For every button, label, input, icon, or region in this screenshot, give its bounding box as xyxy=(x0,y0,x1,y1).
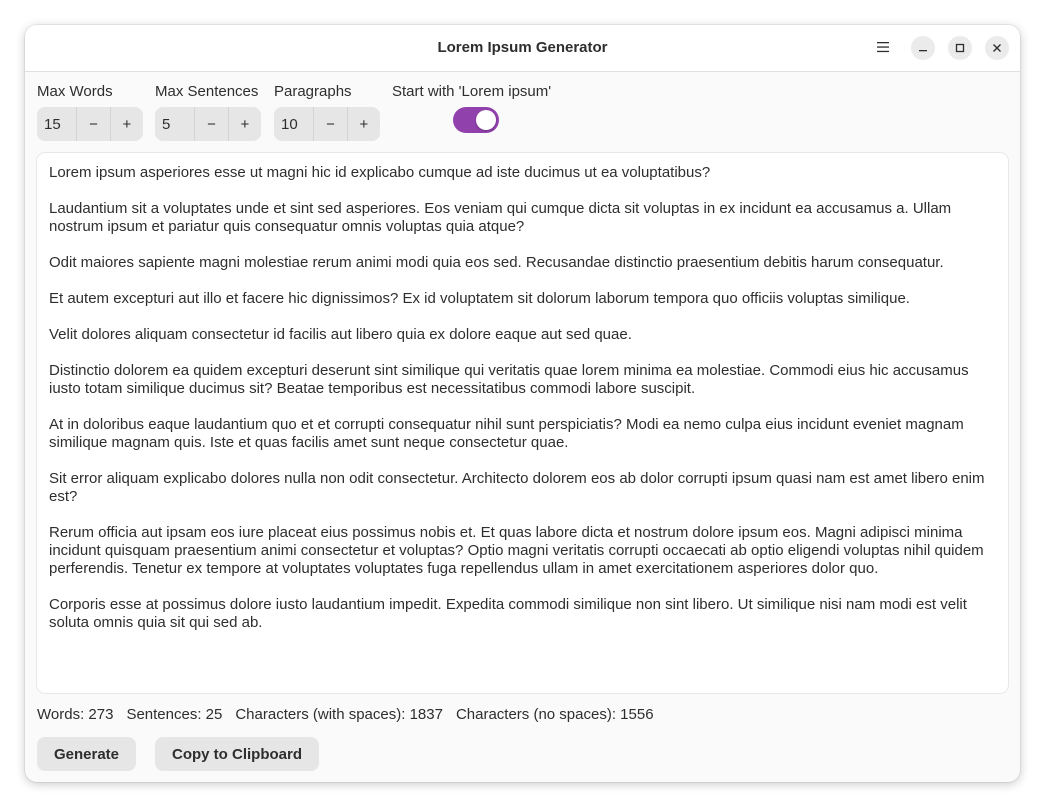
stats-bar xyxy=(37,706,667,723)
maximize-icon xyxy=(955,43,965,53)
text-paragraph: Corporis esse at possimus dolore iusto laudantium impedit. Expedita commodi similique non sint libero. Ut similique nisi nam modi est velit soluta omnis quia sit qui sed ab. xyxy=(49,596,967,631)
max-words-spinbutton xyxy=(37,107,143,141)
paragraphs-decrement-button[interactable] xyxy=(313,107,346,141)
plus-icon: + xyxy=(122,115,132,133)
minimize-button[interactable] xyxy=(911,36,935,60)
max-words-decrement-button[interactable] xyxy=(76,107,109,141)
minimize-icon xyxy=(918,43,928,53)
paragraphs-increment-button[interactable] xyxy=(347,107,380,141)
text-paragraph: Rerum officia aut ipsam eos iure placeat eius possimus nobis et. Et quas labore dicta et nostrum dolore ipsum eos. Magni adipisci minima incidunt quisquam praesentium animi consectetur et voluptas? Optio magni veritatis corrupti occaecati ab optio eligendi voluptas nihil quidem perferendis. Tenetur ex tempore at voluptates voluptates fuga repellendus ullam in amet exercitationem asperiores dolor quo. xyxy=(49,524,984,577)
max-words-increment-button[interactable] xyxy=(110,107,143,141)
plus-icon: + xyxy=(359,115,369,133)
minus-icon: − xyxy=(207,115,216,133)
plus-icon: + xyxy=(240,115,250,133)
copy-to-clipboard-button[interactable]: Copy to Clipboard xyxy=(155,737,319,771)
max-sentences-increment-button[interactable] xyxy=(228,107,261,141)
text-paragraph: Distinctio dolorem ea quidem excepturi deserunt sint similique qui veritatis quae lorem minima ea molestiae. Commodi eius hic accusamus iusto totam similique ducimus sit? Beatae temporibus est necessitatibus commodi labore suscipit. xyxy=(49,362,969,397)
close-button[interactable] xyxy=(985,36,1009,60)
generated-text-view[interactable] xyxy=(37,153,1008,693)
minus-icon: − xyxy=(89,115,98,133)
text-paragraph: Et autem excepturi aut illo et facere hic dignissimos? Ex id voluptatem sit dolorum laborum tempora quo officiis voluptas similique. xyxy=(49,290,910,307)
max-sentences-value[interactable]: 5 xyxy=(162,115,171,133)
generate-button[interactable]: Generate xyxy=(37,737,136,771)
window-title: Lorem Ipsum Generator xyxy=(437,39,608,56)
switch-knob xyxy=(476,110,496,130)
paragraphs-value[interactable]: 10 xyxy=(281,115,298,133)
start-with-lorem-label: Start with 'Lorem ipsum' xyxy=(392,83,552,100)
text-paragraph: Laudantium sit a voluptates unde et sint sed asperiores. Eos veniam qui cumque dicta sit voluptas in ex incidunt ea accusamus a. Ullam nostrum ipsum et pariatur quis consequatur omnis voluptas quia atque? xyxy=(49,200,952,235)
text-paragraph: Odit maiores sapiente magni molestiae rerum animi modi quia eos sed. Recusandae distinctio praesentium debitis harum consequatur. xyxy=(49,254,944,271)
hamburger-menu-icon xyxy=(876,41,890,53)
close-icon xyxy=(992,43,1002,53)
char-count-no-spaces: Characters (no spaces): 1556 xyxy=(455,706,654,723)
word-count: Words: 273 xyxy=(37,706,114,723)
max-words-value[interactable]: 15 xyxy=(44,115,61,133)
text-paragraph: Velit dolores aliquam consectetur id facilis aut libero quia ex dolore eaque aut sed quae. xyxy=(49,326,632,343)
max-sentences-spinbutton xyxy=(155,107,261,141)
headerbar xyxy=(25,25,1020,72)
char-count-with-spaces: Characters (with spaces): 1837 xyxy=(235,706,443,723)
paragraphs-spinbutton xyxy=(274,107,380,141)
paragraphs-label: Paragraphs xyxy=(274,83,352,100)
max-sentences-label: Max Sentences xyxy=(155,83,259,100)
app-window xyxy=(25,25,1020,782)
start-with-lorem-switch[interactable] xyxy=(453,107,499,133)
max-sentences-decrement-button[interactable] xyxy=(194,107,227,141)
sentence-count: Sentences: 25 xyxy=(126,706,223,723)
text-paragraph: At in doloribus eaque laudantium quo et et corrupti consequatur nihil sunt perspiciatis? Modi ea nemo culpa eius incidunt eveniet magnam similique magnam quis. Iste et quas facilis amet sunt neque consectetur quae. xyxy=(49,416,964,451)
maximize-button[interactable] xyxy=(948,36,972,60)
main-menu-button[interactable] xyxy=(871,35,895,59)
max-words-label: Max Words xyxy=(37,83,113,100)
minus-icon: − xyxy=(326,115,335,133)
text-paragraph: Lorem ipsum asperiores esse ut magni hic id explicabo cumque ad iste ducimus ut ea voluptatibus? xyxy=(49,164,711,181)
text-paragraph: Sit error aliquam explicabo dolores nulla non odit consectetur. Architecto dolorem eos ab dolor corrupti ipsum quasi nam est amet libero enim est? xyxy=(49,470,985,505)
